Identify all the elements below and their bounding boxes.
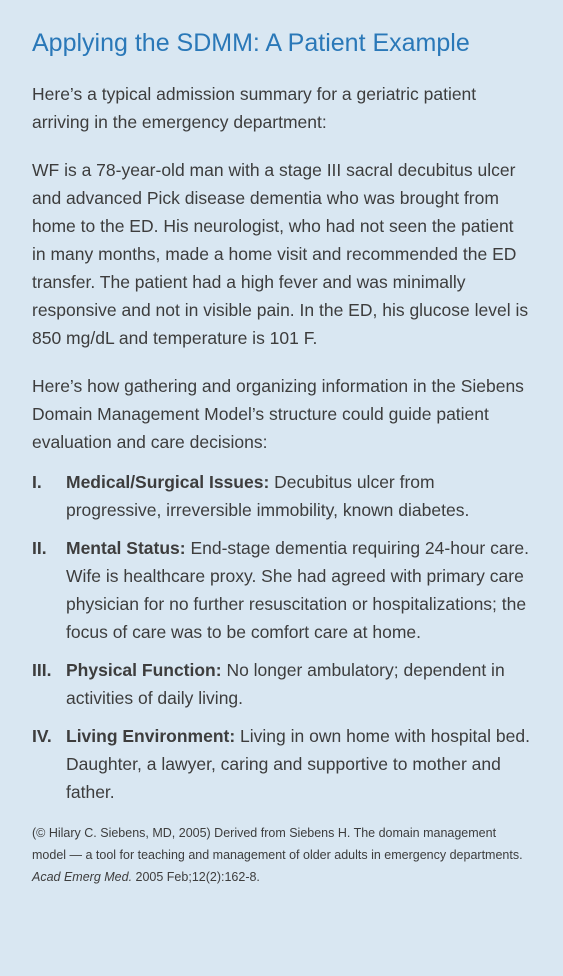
list-item (32, 468, 531, 524)
box-title: Applying the SDMM: A Patient Example (32, 29, 470, 57)
list-item-body (66, 534, 531, 646)
list-item-body (66, 656, 531, 712)
list-numeral: I. (32, 472, 42, 492)
list-numeral: IV. (32, 726, 52, 746)
intro-paragraph: Here’s a typical admission summary for a geriatric patient arriving in the emergency department: (32, 84, 477, 132)
citation-text: (© Hilary C. Siebens, MD, 2005) Derived from Siebens H. The domain management model — a tool for teaching and management of older adults in emergency departments. (32, 826, 523, 862)
citation-details: 2005 Feb;12(2):162-8. (132, 870, 260, 884)
lead-paragraph: Here’s how gathering and organizing information in the Siebens Domain Management Model’s structure could guide patient evaluation and care decisions: (32, 376, 524, 452)
list-item (32, 534, 531, 646)
list-item (32, 722, 531, 806)
list-numeral: III. (32, 660, 52, 680)
list-item-heading: Living Environment: (66, 726, 236, 746)
list-item-text: No longer ambulatory; dependent in activities of daily living. (66, 660, 505, 708)
case-summary-paragraph: WF is a 78-year-old man with a stage III sacral decubitus ulcer and advanced Pick disease dementia who was brought from home to the ED. His neurologist, who had not seen the patient in many months, made a home visit and recommended the ED transfer. The patient had a high fever and was minimally responsive and not in visible pain. In the ED, his glucose level is 850 mg/dL and temperature is 101 F. (32, 160, 529, 348)
list-item-text: End-stage dementia requiring 24-hour care. Wife is healthcare proxy. She had agreed with primary care physician for no further resuscitation or hospitalizations; the focus of care was to be comfort care at home. (66, 538, 530, 642)
list-item (32, 656, 531, 712)
citation (32, 822, 531, 888)
list-item-heading: Physical Function: (66, 660, 222, 680)
domain-list (32, 468, 531, 806)
list-item-body (66, 468, 531, 524)
list-item-heading: Medical/Surgical Issues: (66, 472, 270, 492)
list-item-text: Decubitus ulcer from progressive, irreversible immobility, known diabetes. (66, 472, 470, 520)
citation-journal: Acad Emerg Med. (32, 870, 133, 884)
list-item-heading: Mental Status: (66, 538, 186, 558)
list-numeral: II. (32, 538, 47, 558)
list-item-body (66, 722, 531, 806)
list-item-text: Living in own home with hospital bed. Daughter, a lawyer, caring and supportive to mother and father. (66, 726, 530, 802)
